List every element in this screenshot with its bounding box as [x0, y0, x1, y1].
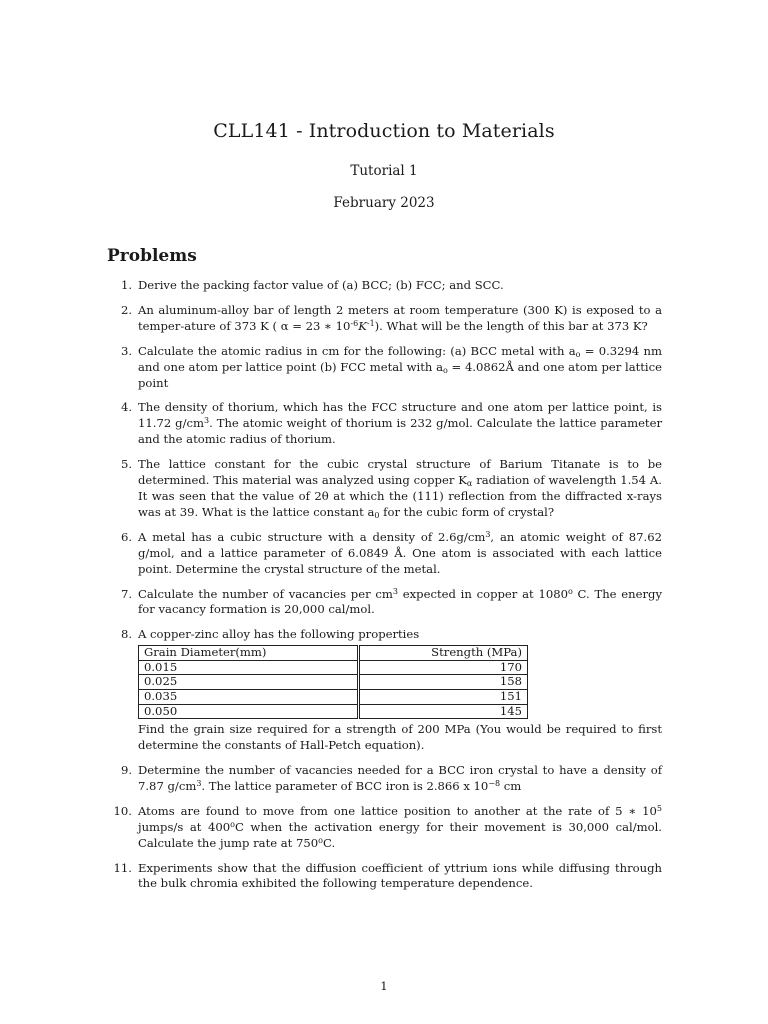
page-number: 1 — [380, 979, 388, 993]
problem-number: 2. — [120, 302, 132, 317]
problem-8 — [107, 627, 662, 754]
problem-text: Determine the number of vacancies needed for a BCC iron crystal to have a density of 7.87 $g/cm^3$. The lattice parameter of BCC iron is 2.866 x $10^{-8}$ cm — [138, 763, 662, 793]
problem-11 — [107, 861, 662, 893]
problem-9 — [107, 763, 662, 795]
table-row — [139, 660, 528, 675]
problem-number: 5. — [120, 457, 132, 472]
problem-list — [107, 278, 662, 901]
problem-text — [138, 627, 662, 754]
problem-followup: Find the grain size required for a strength of 200 MPa (You would be required to first determine the constants of Hall-Petch equation). — [138, 722, 662, 753]
problem-text: Experiments show that the diffusion coefficient of yttrium ions while diffusing through the bulk chromia exhibited the following temperature dependence. — [138, 860, 662, 891]
problem-number: 8. — [120, 627, 132, 642]
problem-text: Calculate the number of vacancies per $cm^3$ expected in copper at 1080$^o$ C. The energy for vacancy formation is 20,000 cal/mol. — [138, 586, 663, 617]
table-row — [139, 704, 528, 719]
problem-6 — [107, 530, 662, 578]
table-cell: 0.015 — [139, 660, 359, 675]
table-header-cell: Strength (MPa) — [359, 646, 528, 661]
problem-text: A metal has a cubic structure with a density of $2.6g/cm^3$, an atomic weight of 87.62 g/mol, and a lattice parameter of 6.0849 Å. One atom is associated with each lattice point. Determine the crystal structure of the metal. — [138, 529, 662, 576]
problem-text: Derive the packing factor value of (a) BCC; (b) FCC; and SCC. — [138, 278, 504, 292]
grain-strength-table — [138, 645, 528, 719]
table-cell: 0.025 — [139, 675, 359, 690]
problem-1 — [107, 278, 662, 294]
problem-text: The lattice constant for the cubic crystal structure of Barium Titanate is to be determined. This material was analyzed using copper $K_\alpha$ radiation of wavelength 1.54 A. It was seen that the value of 2θ at which the (111) reflection from the diffracted x-rays was at 39. What is the lattice constant $a_0$ for the cubic form of crystal? — [138, 457, 662, 520]
table-row — [139, 675, 528, 690]
table-cell: 0.050 — [139, 704, 359, 719]
problem-10 — [107, 804, 662, 852]
problem-number: 7. — [120, 586, 132, 601]
problem-number: 11. — [113, 860, 132, 875]
problem-text: An aluminum-alloy bar of length 2 meters at room temperature (300 K) is exposed to a temper-ature of 373 K ( α = 23 ∗ $10^{-6}K^{-1}$). What will be the length of this bar at 373 K? — [138, 302, 662, 333]
table-cell: 0.035 — [139, 690, 359, 705]
table-row — [139, 690, 528, 705]
problem-number: 10. — [113, 803, 132, 818]
document-title: CLL141 - Introduction to Materials — [213, 120, 555, 142]
document-date: February 2023 — [333, 195, 435, 211]
problem-intro: A copper-zinc alloy has the following properties — [138, 627, 420, 642]
problem-text: The density of thorium, which has the FCC structure and one atom per lattice point, is 11.72 $g/cm^3$. The atomic weight of thorium is 232 g/mol. Calculate the lattice parameter and the atomic radius of thorium. — [138, 400, 662, 447]
table-header-cell: Grain Diameter(mm) — [139, 646, 359, 661]
problem-number: 4. — [120, 400, 132, 415]
table-cell: 170 — [359, 660, 528, 675]
document-subtitle: Tutorial 1 — [350, 163, 418, 179]
problem-number: 3. — [120, 343, 132, 358]
table-cell: 158 — [359, 675, 528, 690]
problem-7 — [107, 587, 662, 619]
table-cell: 151 — [359, 690, 528, 705]
table-header-row — [139, 646, 528, 661]
problem-number: 1. — [120, 278, 132, 292]
table-cell: 145 — [359, 704, 528, 719]
problem-3 — [107, 344, 662, 392]
problem-4 — [107, 400, 662, 448]
section-heading: Problems — [107, 246, 197, 266]
problem-number: 9. — [120, 763, 132, 777]
problem-text: Calculate the atomic radius in cm for the following: (a) BCC metal with $a_o = 0.3294$ nm and one atom per lattice point (b) FCC metal with $a_o$ = 4.0862Å and one atom per lattice point — [138, 343, 662, 390]
problem-5 — [107, 457, 662, 521]
problem-number: 6. — [120, 529, 132, 544]
problem-text: Atoms are found to move from one lattice position to another at the rate of 5 ∗ $10^5$ jumps/s at 400$^o$C when the activation energy for their movement is 30,000 cal/mol. Calculate the jump rate at 750$^o$C. — [138, 803, 662, 850]
problem-2 — [107, 303, 662, 335]
